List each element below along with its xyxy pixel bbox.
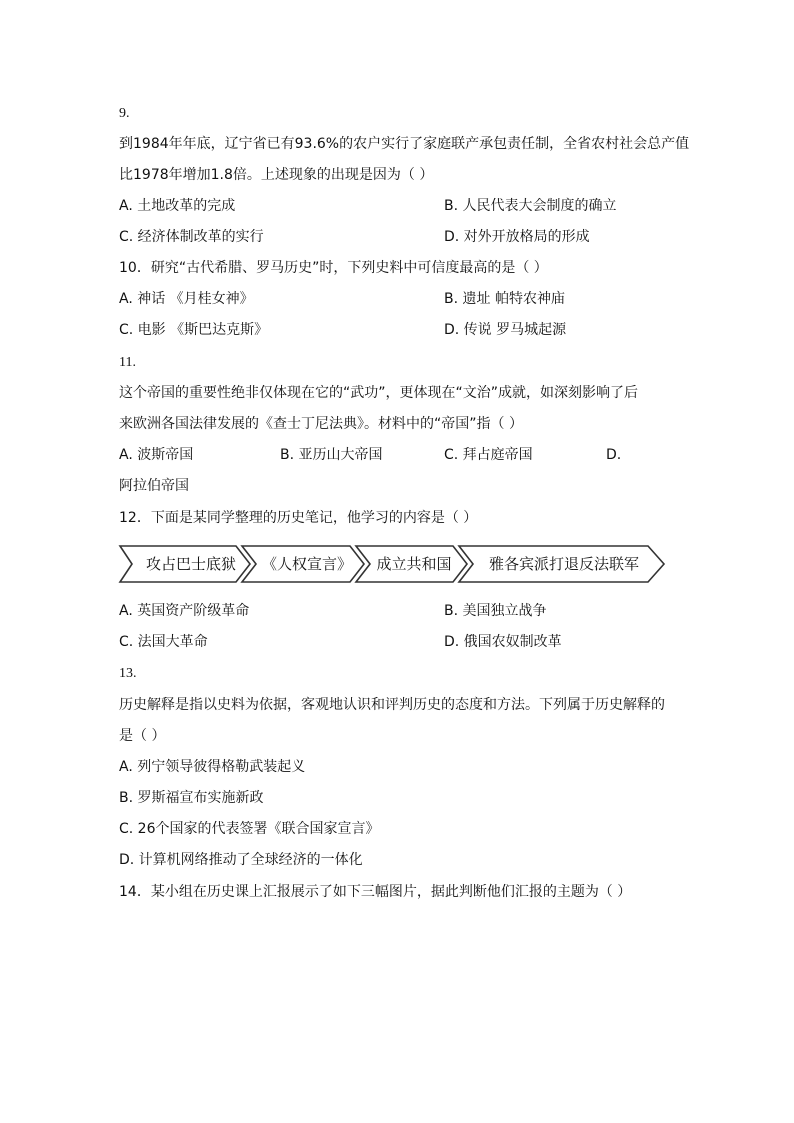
q12-option-d: D. 俄国农奴制改革 [444,634,562,650]
q12-option-c: C. 法国大革命 [119,634,208,650]
flow-step-3: 成立共和国 [376,555,452,573]
q12-flow-diagram [118,543,668,585]
q13-option-b: B. 罗斯福宣布实施新政 [119,790,264,806]
q12-stem: 12．下面是某同学整理的历史笔记，他学习的内容是（ ） [119,510,478,526]
q9-option-a: A. 土地改革的完成 [119,198,236,214]
q13-number: 13. [119,666,137,681]
q9-option-d: D. 对外开放格局的形成 [444,229,590,245]
q11-number: 11. [119,355,136,370]
q10-stem: 10．研究“古代希腊、罗马历史”时，下列史料中可信度最高的是（ ） [119,260,548,276]
q12-option-a: A. 英国资产阶级革命 [119,603,250,619]
q9-stem-line1: 到1984年年底，辽宁省已有93.6%的农户实行了家庭联产承包责任制，全省农村社会总产值 [119,136,690,152]
q9-number: 9. [119,106,130,121]
q11-option-b: B. 亚历山大帝国 [280,447,383,463]
q10-option-b: B. 遗址 帕特农神庙 [444,291,565,307]
q11-option-d-letter: D. [606,447,622,463]
q13-option-c: C. 26个国家的代表签署《联合国家宣言》 [119,821,380,837]
q13-stem-line2: 是（ ） [119,728,166,744]
q13-option-a: A. 列宁领导彼得格勒武装起义 [119,759,306,775]
q9-option-b: B. 人民代表大会制度的确立 [444,198,617,214]
flow-step-4: 雅各宾派打退反法联军 [488,555,640,573]
q9-stem-line2: 比1978年增加1.8倍。上述现象的出现是因为（ ） [119,167,434,183]
q13-stem-line1: 历史解释是指以史料为依据，客观地认识和评判历史的态度和方法。下列属于历史解释的 [119,697,665,713]
q10-option-d: D. 传说 罗马城起源 [444,322,567,338]
q12-option-b: B. 美国独立战争 [444,603,547,619]
q11-option-c: C. 拜占庭帝国 [444,447,533,463]
q11-stem-line2: 来欧洲各国法律发展的《查士丁尼法典》。材料中的“帝国”指（ ） [119,416,523,432]
q11-option-a: A. 波斯帝国 [119,447,194,463]
q11-stem-line1: 这个帝国的重要性绝非仅体现在它的“武功”，更体现在“文治”成就，如深刻影响了后 [119,385,639,401]
flow-step-1: 攻占巴士底狱 [145,555,237,573]
flow-step-2: 《人权宣言》 [261,555,353,573]
q9-option-c: C. 经济体制改革的实行 [119,229,264,245]
q14-stem: 14．某小组在历史课上汇报展示了如下三幅图片，据此判断他们汇报的主题为（ ） [119,884,632,900]
q10-option-a: A. 神话 《月桂女神》 [119,291,254,307]
q11-option-d-text: 阿拉伯帝国 [119,478,189,494]
q13-option-d: D. 计算机网络推动了全球经济的一体化 [119,852,363,868]
flow-svg [118,543,668,585]
q10-option-c: C. 电影 《斯巴达克斯》 [119,322,269,338]
